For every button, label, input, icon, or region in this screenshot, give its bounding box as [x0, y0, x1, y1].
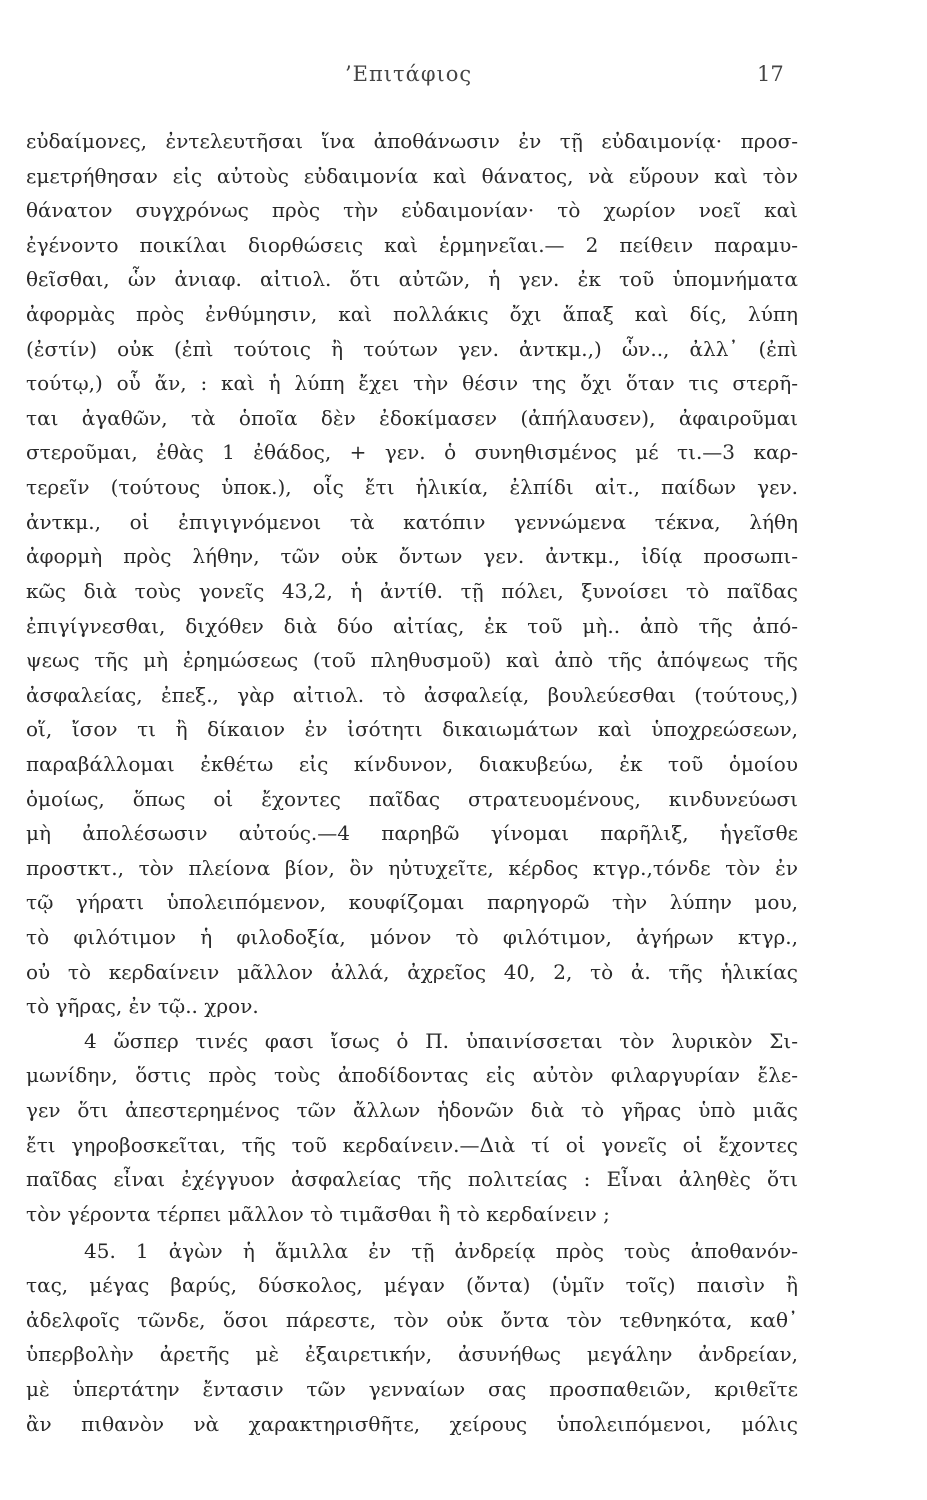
text-line: γεν ὅτι ἀπεστερημένος τῶν ἄλλων ἡδονῶν διὰ τὸ γῆρας ὑπὸ μιᾶς [26, 1098, 798, 1123]
text-line: τούτῳ,) οὗ ἄν, : καὶ ἡ λύπη ἔχει τὴν θέσιν της ὄχι ὅταν τις στερῆ- [26, 371, 798, 396]
text-line: ὁμοίως, ὅπως οἱ ἔχοντες παῖδας στρατευομένους, κινδυνεύωσι [26, 786, 798, 811]
text-line: (ἐστίν) οὐκ (ἐπὶ τούτοις ἢ τούτων γεν. ἀντκμ.,) ὧν.., ἀλλ᾽ (ἐπὶ [26, 336, 798, 361]
text-line: οὐ τὸ κερδαίνειν μᾶλλον ἀλλά, ἀχρεῖος 40, 2, τὸ ἀ. τῆς ἡλικίας [26, 959, 798, 984]
running-title: ’Επιτάφιος [345, 62, 473, 86]
text-line: τας, μέγας βαρύς, δύσκολος, μέγαν (ὄντα) (ὑμῖν τοῖς) παισὶν ἢ [26, 1273, 798, 1298]
text-line: τὸ γῆρας, ἐν τῷ.. χρον. [26, 994, 259, 1019]
text-line: εὐδαίμονες, ἐντελευτῆσαι ἵνα ἀποθάνωσιν ἐν τῇ εὐδαιμονίᾳ· προσ- [26, 129, 798, 153]
text-line: ἀδελφοῖς τῶνδε, ὅσοι πάρεστε, τὸν οὐκ ὄντα τὸν τεθνηκότα, καθ᾽ [26, 1307, 798, 1332]
text-line: τερεῖν (τούτους ὑποκ.), οἷς ἔτι ἡλικία, ἐλπίδι αἰτ., παίδων γεν. [26, 475, 798, 500]
text-line: ἀφορμὴ πρὸς λήθην, τῶν οὐκ ὄντων γεν. ἀντκμ., ἰδίᾳ προσωπι- [26, 544, 798, 569]
text-line: μωνίδην, ὅστις πρὸς τοὺς ἀποδίδοντας εἰς αὐτὸν φιλαργυρίαν ἔλε- [26, 1063, 798, 1088]
paragraph-start: 4 ὥσπερ τινές φασι ἴσως ὁ Π. ὑπαινίσσεται τὸν λυρικὸν Σι- [84, 1028, 798, 1053]
text-line: τὸν γέροντα τέρπει μᾶλλον τὸ τιμᾶσθαι ἢ τὸ κερδαίνειν ; [26, 1201, 610, 1226]
text-line: εμετρήθησαν εἰς αὐτοὺς εὐδαιμονία καὶ θάνατος, νὰ εὕρουν καὶ τὸν [26, 163, 798, 188]
text-line: ἐγένοντο ποικίλαι διορθώσεις καὶ ἑρμηνεῖαι.— 2 πείθειν παραμυ- [26, 232, 798, 257]
page-number: 17 [757, 62, 784, 86]
text-line: ἐπιγίγνεσθαι, διχόθεν διὰ δύο αἰτίας, ἐκ τοῦ μὴ.. ἀπὸ τῆς ἀπό- [26, 613, 798, 638]
section-45-start: 45. 1 ἀγὼν ἡ ἅμιλλα ἐν τῇ ἀνδρείᾳ πρὸς τοὺς ἀποθανόν- [84, 1238, 798, 1263]
text-line: θεῖσθαι, ὧν ἀνιαφ. αἰτιολ. ὅτι αὐτῶν, ἡ γεν. ἐκ τοῦ ὑπομνήματα [26, 267, 798, 292]
text-line: ἂν πιθανὸν νὰ χαρακτηρισθῆτε, χείρους ὑπολειπόμενοι, μόλις [26, 1411, 798, 1436]
text-line: ἀσφαλείας, ἐπεξ., γὰρ αἰτιολ. τὸ ἀσφαλείᾳ, βουλεύεσθαι (τούτους,) [26, 682, 798, 707]
text-line: κῶς διὰ τοὺς γονεῖς 43,2, ἡ ἀντίθ. τῇ πόλει, ξυνοίσει τὸ παῖδας [26, 578, 798, 603]
text-line: μὲ ὑπερτάτην ἔντασιν τῶν γενναίων σας προσπαθειῶν, κριθεῖτε [26, 1376, 798, 1401]
text-line: παῖδας εἶναι ἐχέγγυον ἀσφαλείας τῆς πολιτείας : Εἶναι ἀληθὲς ὅτι [26, 1167, 798, 1192]
text-line: μὴ ἀπολέσωσιν αὐτούς.—4 παρηβῶ γίνομαι παρῆλιξ, ἡγεῖσθε [26, 821, 798, 846]
text-line: ται ἀγαθῶν, τὰ ὁποῖα δὲν ἐδοκίμασεν (ἀπήλαυσεν), ἀφαιροῦμαι [26, 405, 798, 430]
text-line: παραβάλλομαι ἐκθέτω εἰς κίνδυνον, διακυβεύω, ἐκ τοῦ ὁμοίου [26, 751, 798, 776]
text-line: ἀφορμὰς πρὸς ἐνθύμησιν, καὶ πολλάκις ὄχι ἅπαξ καὶ δίς, λύπη [26, 302, 798, 327]
page-header [0, 62, 927, 92]
text-line: προστκτ., τὸν πλείονα βίον, ὃν ηὐτυχεῖτε, κέρδος κτγρ.,τόνδε τὸν ἐν [26, 855, 798, 880]
text-line: ὑπερβολὴν ἀρετῆς μὲ ἐξαιρετικήν, ἀσυνήθως μεγάλην ἀνδρείαν, [26, 1342, 798, 1367]
commentary-text [26, 124, 798, 1441]
text-line: τῷ γήρατι ὑπολειπόμενον, κουφίζομαι παρηγορῶ τὴν λύπην μου, [26, 890, 798, 915]
text-line: οἵ, ἴσον τι ἢ δίκαιον ἐν ἰσότητι δικαιωμάτων καὶ ὑποχρεώσεων, [26, 717, 798, 742]
text-line: θάνατον συγχρόνως πρὸς τὴν εὐδαιμονίαν· τὸ χωρίον νοεῖ καὶ [26, 198, 798, 223]
text-line: τὸ φιλότιμον ἡ φιλοδοξία, μόνον τὸ φιλότιμον, ἀγήρων κτγρ., [26, 925, 798, 950]
text-line: στεροῦμαι, ἐθὰς 1 ἐθάδος, + γεν. ὁ συνηθισμένος μέ τι.—3 καρ- [26, 440, 798, 465]
text-line: ἔτι γηροβοσκεῖται, τῆς τοῦ κερδαίνειν.—Διὰ τί οἱ γονεῖς οἱ ἔχοντες [26, 1132, 798, 1157]
text-line: ἀντκμ., οἱ ἐπιγιγνόμενοι τὰ κατόπιν γεννώμενα τέκνα, λήθη [26, 509, 798, 534]
text-line: ψεως τῆς μὴ ἐρημώσεως (τοῦ πληθυσμοῦ) καὶ ἀπὸ τῆς ἀπόψεως τῆς [26, 648, 798, 673]
